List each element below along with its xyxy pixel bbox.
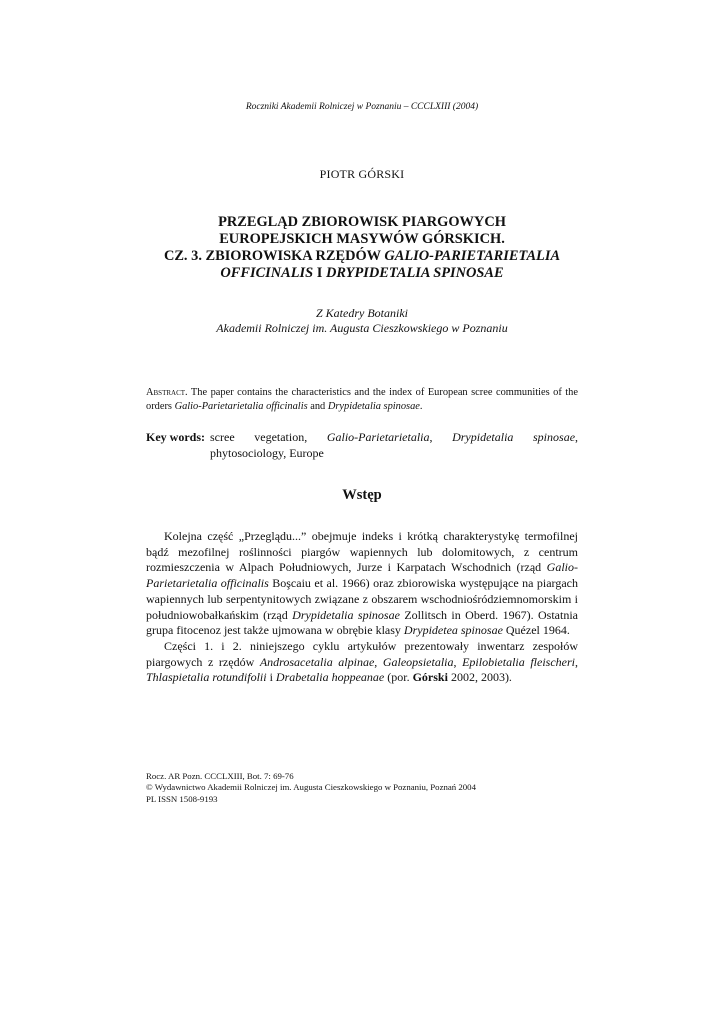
keywords-italic-b: Drypidetalia spinosae (452, 430, 576, 444)
running-head: Roczniki Akademii Rolniczej w Poznaniu – CCCLXIII (2004) (245, 102, 479, 112)
p1-text-1: Kolejna część „Przeglądu...” obejmuje indeks i krótką charakterystykę termofilnej bądź mezofilnej roślinności piargów wapiennych lub dolomitowych, z centrum rozmieszczenia w Alpach Południowych, Jurze i Karpatach Wschodnich (rząd (146, 529, 578, 575)
p2-italic-4: Thlaspietalia rotundifolii (146, 670, 267, 685)
affiliation-line-1: Z Katedry Botaniki (316, 306, 408, 320)
title-line-4-italic-a: OFFICINALIS (220, 265, 314, 281)
title-line-3-prefix: CZ. 3. ZBIOROWISKA RZĘDÓW (163, 248, 385, 264)
p1-text-4: Quézel 1964. (502, 623, 570, 638)
keywords-text-c: , phytosociology, Europe (210, 430, 579, 460)
abstract-italic-b: Drypidetalia spinosae (327, 401, 420, 412)
title-line-4 (120, 265, 604, 282)
title-line-4-italic-b: DRYPIDETALIA SPINOSAE (325, 265, 504, 281)
keywords-list (210, 429, 578, 461)
p2-text-1: Części 1. i 2. niniejszego cyklu artykułów prezentowały inwentarz zespołów piargowych z rzędów (146, 638, 578, 669)
p2-italic-2: Galeopsietalia (382, 654, 454, 669)
title-line-4-connector: I (313, 265, 326, 281)
paper-title (120, 214, 604, 282)
p1-text-2: Boşcaiu et al. 1966) oraz zbiorowiska występujące na piargach wapiennych lub serpentynitowych związane z obszarem wschodniośródziemnomorskim i południowobałkańskim (rząd (146, 576, 578, 622)
footer-line-1: Rocz. AR Pozn. CCCLXIII, Bot. 7: 69-76 (146, 771, 294, 781)
body-text (146, 529, 578, 686)
title-line-3 (120, 248, 604, 265)
p1-italic-3: Drypidetea spinosae (403, 623, 503, 638)
footer-line-2: © Wydawnictwo Akademii Rolniczej im. Augusta Cieszkowskiego w Poznaniu, Poznań 2004 (146, 782, 476, 793)
abstract-text-b: and (307, 401, 328, 412)
keywords-text-b: , (429, 430, 453, 444)
section-heading: Wstęp (342, 487, 382, 503)
p2-italic-3: Epilobietalia fleischeri (462, 654, 575, 669)
abstract (146, 386, 578, 414)
p1-italic-2: Drypidetalia spinosae (292, 607, 400, 622)
keywords-text-a: scree vegetation, (210, 430, 327, 444)
p1-text-3: Zollitsch in Oberd. 1967). Ostatnia grupa fitocenoz jest także ujmowana w obrębie klasy (146, 607, 578, 638)
keywords (146, 429, 578, 461)
affiliation (0, 306, 724, 336)
author-name: PIOTR GÓRSKI (319, 167, 405, 181)
title-line-2: EUROPEJSKICH MASYWÓW GÓRSKICH. (219, 231, 505, 247)
abstract-label: Abstract (146, 387, 186, 398)
title-line-3-italic: GALIO-PARIETARIETALIA (384, 248, 561, 264)
abstract-text-a: . The paper contains the characteristics and the index of European scree communities of the orders (146, 387, 578, 412)
title-line-1: PRZEGLĄD ZBIOROWISK PIARGOWYCH (218, 214, 506, 230)
footer-citation (146, 771, 476, 805)
p2-text-7: 2002, 2003). (447, 670, 512, 685)
p2-bold-author: Górski (412, 670, 448, 685)
p2-text-4: , (575, 654, 578, 669)
paragraph-2 (146, 639, 578, 686)
p2-italic-1: Androsacetalia alpinae (259, 654, 375, 669)
p2-italic-5: Drabetalia hoppeanae (275, 670, 385, 685)
keywords-italic-a: Galio-Parietarietalia (326, 430, 430, 444)
abstract-italic-a: Galio-Parietarietalia officinalis (174, 401, 308, 412)
p1-italic-1: Galio-Parietarietalia officinalis (146, 560, 578, 591)
p2-text-2: , (374, 654, 383, 669)
abstract-text-c: . (419, 401, 423, 412)
paragraph-1 (146, 529, 578, 639)
p2-text-6: (por. (384, 670, 413, 685)
p2-text-5: i (266, 670, 276, 685)
footer-line-3: PL ISSN 1508-9193 (146, 793, 218, 804)
affiliation-line-2: Akademii Rolniczej im. Augusta Cieszkowskiego w Poznaniu (216, 321, 508, 335)
p2-text-3: , (453, 654, 463, 669)
keywords-label: Key words: (146, 430, 205, 444)
